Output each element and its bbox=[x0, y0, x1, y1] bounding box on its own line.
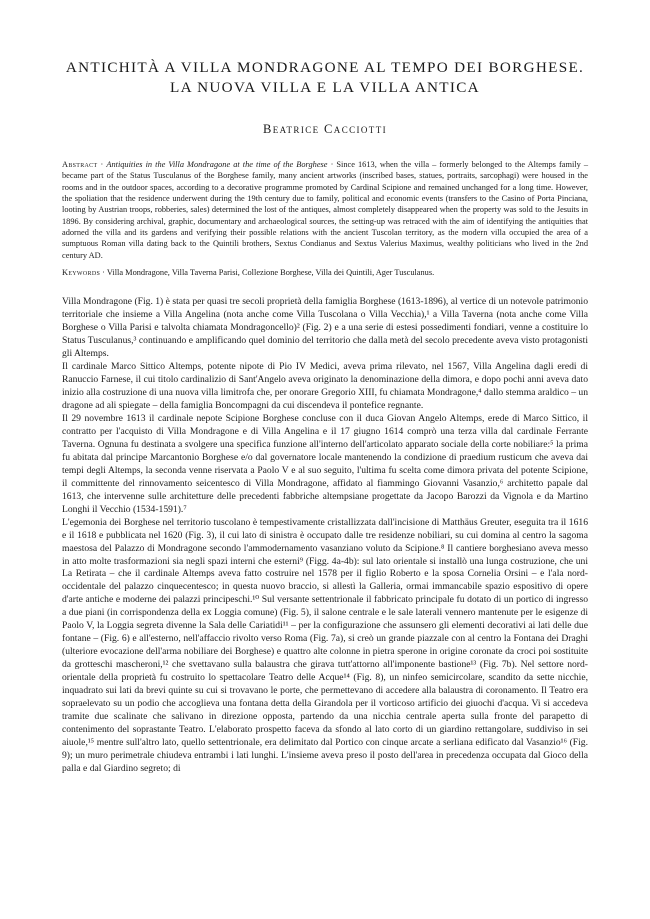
abstract: Abstract · Antiquities in the Villa Mondragone at the time of the Borghese · Since 1613, when the villa – formerly belonged to the Altemps family – became part of the Status Tusculanus of the Borghese family, many ancient artworks (inscribed bases, statues, portraits, sarcophagi) were housed in the rooms and in the outdoor spaces, according to a decorative programme promoted by Cardinal Scipione and remained unchanged for a long time. However, the spoliation that the residence underwent during the 19th century due to family, political and economic events (transfers to the Casino of Porta Pinciana, looting by Austrian troops, robberies, sales) determined the lost of the antiques, almost completely disappeared when the property was sold to the Jesuits in 1896. By considering archival, graphic, documentary and archaeological sources, the setting-up was retraced with the aim of identifying the antiquities that adorned the villa and its gardens and verifying their possible relations with the ancient Tuscolan territory, as the modern villa occupied the area of a sumptuous Roman villa dating back to the Quintili brothers, Sextus Condianus and Sextus Valerius Maximus, wealthy politicians who lived in the 2nd century AD. bbox=[62, 160, 588, 260]
paragraph-4: L'egemonia dei Borghese nel territorio tuscolano è tempestivamente cristallizzata dall'incisione di Matthäus Greuter, eseguita tra il 1616 e il 1618 e pubblicata nel 1620 (Fig. 3), il cui lato di sinistra è occupato dalle tre residenze nobiliari, su cui domina al centro la sagoma maestosa del Palazzo di Mondragone secondo l'ammodernamento vasanziano voluto da Scipione.⁸ Il cantiere borghesiano aveva messo in atto molte trasformazioni sia negli spazi interni che esterni⁹ (Figg. 4a-4b): sul lato orientale si installò una lunga costruzione, che uni La Retirata – che il cardinale Altemps aveva fatto costruire nel 1578 per il figlio Roberto e la sposa Cornelia Orsini – e l'ala nord-occidentale del palazzo cinquecentesco; in questa nuovo braccio, si allestì la Galleria, ormai immancabile spazio espositivo di opere d'arte antiche e moderne dei palazzi principeschi.¹⁰ Sul versante settentrionale il fabbricato principale fu dotato di un portico di ingresso a due piani (in corrispondenza della ex Loggia comune) (Fig. 5), il salone centrale e le sale laterali vennero mantenute per le esigenze di Paolo V, la Loggia segreta divenne la Sala delle Cariatidi¹¹ – per la configurazione che assunsero gli elementi decorativi ai lati delle due fontane – (Fig. 6) e all'esterno, nell'affaccio rivolto verso Roma (Fig. 7a), si creò un grande piazzale con al centro la Fontana dei Draghi (ulteriore evocazione dell'arma nobiliare dei Borghese) e quattro alte colonne in pietra sperone in origine coronate da croci poi sostituite da grotteschi mascheroni,¹² che svettavano sulla balaustra che girava tutt'attorno all'imponente bastione¹³ (Fig. 7b). Nel settore nord-orientale della proprietà fu costruito lo spettacolare Teatro delle Acque¹⁴ (Fig. 8), un ninfeo semicircolare, scandito da sette nicchie, inquadrato sui lati da brevi quinte su cui si trovavano le porte, che permettevano di accedere alla balaustra di coronamento. Il Teatro era sopraelevato su un podio che accoglieva una fontana detta della Girandola per il vorticoso artificio dei giuochi d'acqua. Vi si accedeva tramite due scalinate che salivano in direzione opposta, partendo da una nicchia centrale aperta sulla fronte del parapetto di contenimento del soprastante Teatro. L'elaborato prospetto faceva da sfondo al lato corto di un giardino rettangolare, suddiviso in sei aiuole,¹⁵ mentre sull'altro lato, quello settentrionale, era delimitato dal Portico con cinque arcate a serliana edificato dal Vasanzio¹⁶ (Fig. 9); un muro perimetrale chiudeva entrambi i lati lunghi. L'insieme aveva preso il posto dell'area in precedenza occupata dal Gioco della palla e dal Giardino segreto; di bbox=[62, 516, 588, 774]
abstract-title: Antiquities in the Villa Mondragone at the time of the Borghese bbox=[106, 160, 328, 169]
abstract-label: Abstract bbox=[62, 160, 98, 169]
keywords-text: · Villa Mondragone, Villa Taverna Parisi, Collezione Borghese, Villa dei Quintili, Ager Tusculanus. bbox=[100, 268, 435, 278]
title-line-1: ANTICHITÀ A VILLA MONDRAGONE AL TEMPO DEI BORGHESE. bbox=[65, 59, 585, 76]
abstract-text: · Since 1613, when the villa – formerly belonged to the Altemps family – became part of the Status Tusculanus of the Borghese family, many ancient artworks (inscribed bases, statues, portraits, sarcophagi) were housed in the rooms and in the outdoor spaces, according to a decorative programme promoted by Cardinal Scipione and remained unchanged for a long time. However, the spoliation that the residence underwent during the 19th century due to family, political and economic events (transfers to the Casino of Porta Pinciana, looting by Austrian troops, robberies, sales) determined the lost of the antiques, almost completely disappeared when the property was sold to the Jesuits in 1896. By considering archival, graphic, documentary and archaeological sources, the setting-up was retraced with the aim of identifying the antiquities that adorned the villa and its gardens and verifying their possible relations with the ancient Tuscolan territory, as the modern villa occupied the area of a sumptuous Roman villa dating back to the Quintili brothers, Sextus Condianus and Sextus Valerius Maximus, wealthy politicians who lived in the 2nd century AD. bbox=[62, 160, 588, 260]
paragraph-2: Il cardinale Marco Sittico Altemps, potente nipote di Pio IV Medici, aveva prima rilevato, nel 1567, Villa Angelina dagli eredi di Ranuccio Farnese, il cui titolo cardinalizio di Sant'Angelo aveva originato la denominazione della dimora, e dopo pochi anni aveva dato inizio alla costruzione di una nuova villa limitrofa che, per onorare Gregorio XIII, fu chiamata Mondragone,⁴ dallo stemma araldico – un dragone ad ali spiegate – della famiglia Boncompagni da cui discendeva il pontefice regnante. bbox=[62, 361, 588, 412]
paragraph-1: Villa Mondragone (Fig. 1) è stata per quasi tre secoli proprietà della famiglia Borghese (1613-1896), al vertice di un notevole patrimonio territoriale che insieme a Villa Angelina (nota anche come Villa Tuscolana o Villa Vecchia),¹ a Villa Taverna (nota anche come Villa Borghese o Villa Parisi e talvolta chiamata Mondragoncello)² (Fig. 2) e a una serie di estesi possedimenti fondiari, venne a costituire lo Status Tusculanus,³ continuando e amplificando quel dominio del territorio che dalla metà del secolo precedente aveva visto protagonisti gli Altemps. bbox=[62, 296, 588, 360]
title-line-2: LA NUOVA VILLA E LA VILLA ANTICA bbox=[170, 79, 480, 96]
article-body bbox=[62, 296, 588, 775]
article-page bbox=[62, 58, 588, 776]
author-name: Beatrice Cacciotti bbox=[263, 122, 387, 136]
keywords-label: Keywords bbox=[62, 268, 101, 278]
keywords bbox=[62, 267, 588, 278]
paragraph-3: Il 29 novembre 1613 il cardinale nepote Scipione Borghese concluse con il duca Giovan Angelo Altemps, erede di Marco Sittico, il contratto per l'acquisto di Villa Mondragone e di Villa Angelina e il 17 giugno 1614 comprò una terza villa dal cardinale Ferrante Taverna. Ognuna fu destinata a svolgere una specifica funzione all'interno dell'articolato apparato sociale della corte nobiliare:⁵ la prima fu abitata dal principe Marcantonio Borghese e/o dal governatore locale mantenendo la condizione di praedium rusticum che aveva dai tempi degli Altemps, la seconda venne riservata a Paolo V e al suo seguito, l'ultima fu scelta come dimora privata del potente Scipione, il committente del rinnovamento seicentesco di Villa Mondragone, affidato al fiammingo Giovanni Vasanzio,⁶ architetto papale dal 1613, che intervenne sulle architetture delle precedenti fabbriche altempsiane progettate da Jacopo Barozzi da Vignola e da Martino Longhi il Vecchio (1534-1591).⁷ bbox=[62, 413, 588, 515]
article-title bbox=[62, 58, 588, 98]
